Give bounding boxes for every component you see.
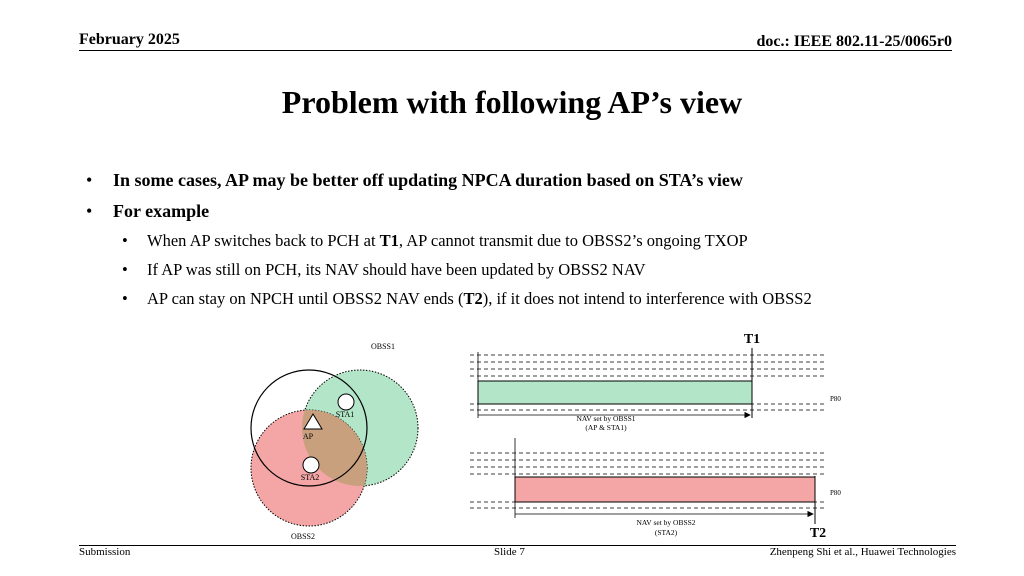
sub-bullet-1-post: , AP cannot transmit due to OBSS2’s ongoing TXOP [398,231,748,250]
bottom-p80-label: P80 [830,489,841,497]
bullet-1-text: In some cases, AP may be better off updating NPCA duration based on STA’s view [113,170,743,190]
footer-author: Zhenpeng Shi et al., Huawei Technologies [769,546,956,558]
sta2-label: STA2 [300,473,320,482]
top-timeline [470,332,841,432]
obss2-nav-bar [515,477,815,502]
header-date: February 2025 [79,31,180,48]
coverage-circles [251,342,418,541]
ap-label: AP [302,432,314,441]
sub-bullet-3-bold: T2 [463,289,483,308]
obss2-label: OBSS2 [290,532,316,541]
top-p80-label: P80 [830,395,841,403]
sub-bullet-1-bold: T1 [379,231,399,250]
sub-bullet-2-text: If AP was still on PCH, its NAV should have been updated by OBSS2 NAV [147,260,646,279]
obss1-nav-bar [478,381,752,404]
top-nav-label-1: NAV set by OBSS1 [576,414,636,423]
top-nav-label-2: (AP & STA1) [585,423,627,432]
sta1-icon [338,394,354,410]
slide-title: Problem with following AP’s view [281,84,743,120]
footer-slide-number: Slide 7 [494,546,525,558]
bullet-dot: • [86,201,93,221]
sta2-icon [303,457,319,473]
bullet-dot: • [122,289,128,308]
bottom-timeline [470,438,841,541]
bullet-dot: • [86,170,93,190]
bottom-nav-label-2: (STA2) [654,528,678,537]
obss1-label: OBSS1 [370,342,396,351]
sta1-label: STA1 [335,410,355,419]
bullet-dot: • [122,260,128,279]
footer-submission: Submission [79,546,131,558]
t1-marker: T1 [743,332,761,347]
header-doc-id: doc.: IEEE 802.11-25/0065r0 [756,33,952,50]
sub-bullet-3-pre: AP can stay on NPCH until OBSS2 NAV ends ( [147,289,464,308]
bullet-2-text: For example [113,201,210,221]
bottom-nav-label-1: NAV set by OBSS2 [636,518,696,527]
sub-bullet-1-pre: When AP switches back to PCH at [147,231,380,250]
bullet-dot: • [122,231,128,250]
t2-marker: T2 [809,526,827,541]
sub-bullet-3-post: ), if it does not intend to interference with OBSS2 [482,289,812,308]
